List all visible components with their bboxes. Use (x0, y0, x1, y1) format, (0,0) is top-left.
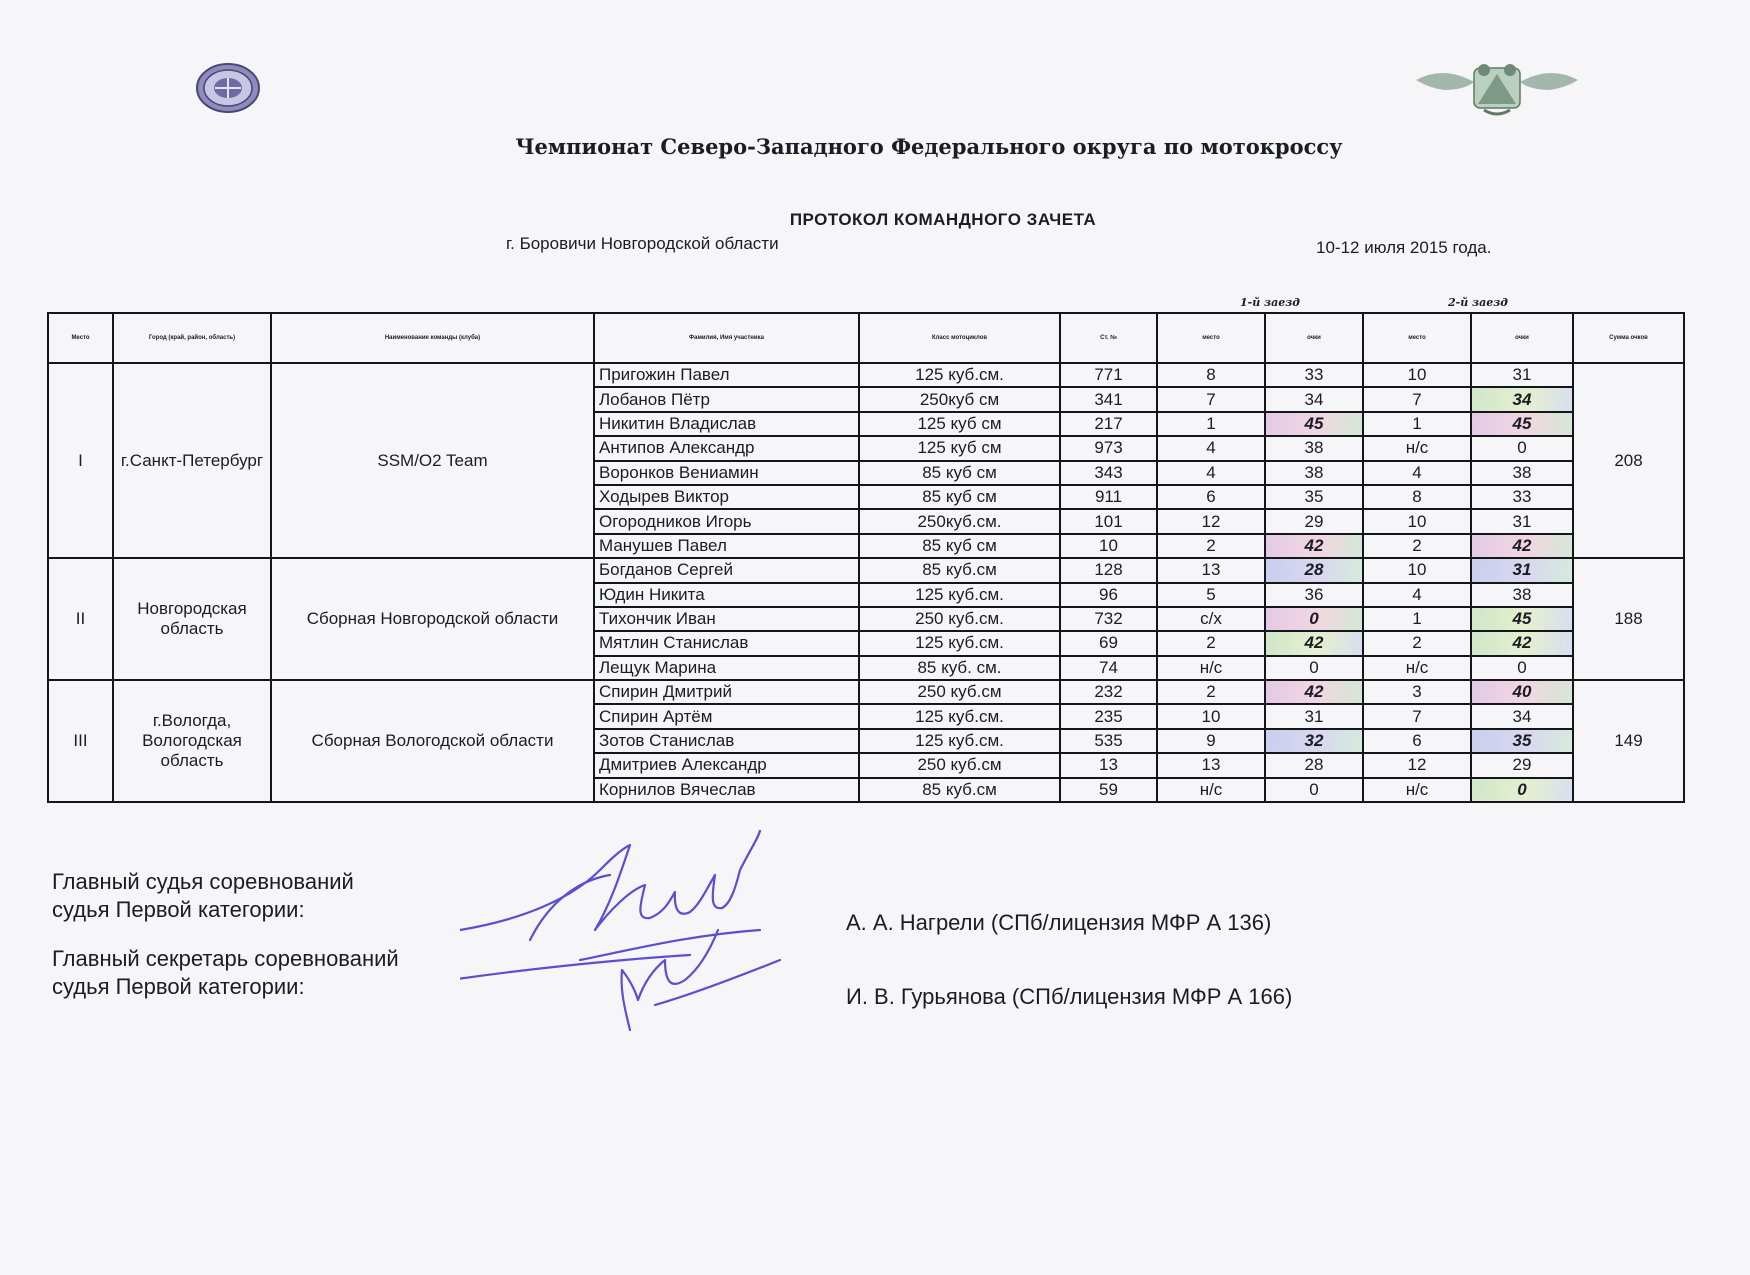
heat1-points-cell: 29 (1265, 509, 1363, 533)
heat2-place-cell: 8 (1363, 485, 1471, 509)
heat2-place-cell: 7 (1363, 704, 1471, 728)
heat1-points-cell: 0 (1265, 607, 1363, 631)
rider-name-cell: Антипов Александр (594, 436, 859, 460)
chief-secretary-label: Главный секретарь соревнований судья Первой категории: (52, 946, 399, 999)
team-name-cell: Сборная Новгородской области (271, 558, 594, 680)
heat2-place-cell: 12 (1363, 753, 1471, 777)
event-date: 10-12 июля 2015 года. (1316, 238, 1492, 257)
class-cell: 125 куб см (859, 412, 1060, 436)
heat2-points-cell: 31 (1471, 558, 1573, 582)
class-cell: 125 куб.см. (859, 631, 1060, 655)
double-headed-eagle-emblem (1414, 60, 1580, 120)
col-team: Наименование команды (клуба) (271, 313, 594, 363)
col-heat1-place: место (1157, 313, 1265, 363)
heat2-place-cell: н/с (1363, 656, 1471, 680)
class-cell: 125 куб.см. (859, 704, 1060, 728)
class-cell: 250куб.см. (859, 509, 1060, 533)
heat1-place-cell: 4 (1157, 461, 1265, 485)
team-name-cell: SSM/O2 Team (271, 363, 594, 558)
start-number-cell: 732 (1060, 607, 1157, 631)
table-row (48, 363, 1684, 387)
rider-name-cell: Тихончик Иван (594, 607, 859, 631)
heat2-place-cell: 2 (1363, 534, 1471, 558)
heat2-points-cell: 34 (1471, 704, 1573, 728)
heat1-place-cell: с/х (1157, 607, 1265, 631)
team-place-cell: III (48, 680, 113, 802)
rider-name-cell: Спирин Артём (594, 704, 859, 728)
start-number-cell: 771 (1060, 363, 1157, 387)
class-cell: 85 куб.см (859, 558, 1060, 582)
class-cell: 125 куб см (859, 436, 1060, 460)
championship-title: Чемпионат Северо-Западного Федерального округа по мотокроссу (515, 134, 1343, 159)
heat1-place-cell: н/с (1157, 656, 1265, 680)
class-cell: 250 куб.см. (859, 607, 1060, 631)
start-number-cell: 128 (1060, 558, 1157, 582)
heat1-place-cell: н/с (1157, 778, 1265, 802)
heat1-points-cell: 33 (1265, 363, 1363, 387)
rider-name-cell: Спирин Дмитрий (594, 680, 859, 704)
start-number-cell: 973 (1060, 436, 1157, 460)
col-heat1-points: очки (1265, 313, 1363, 363)
start-number-cell: 343 (1060, 461, 1157, 485)
heat1-place-cell: 1 (1157, 412, 1265, 436)
heat1-points-cell: 34 (1265, 387, 1363, 411)
heat1-points-cell: 38 (1265, 461, 1363, 485)
heat2-place-cell: 2 (1363, 631, 1471, 655)
rider-name-cell: Лещук Марина (594, 656, 859, 680)
heat-1-label: 1-й заезд (1240, 296, 1300, 309)
chief-judge-label: Главный судья соревнований судья Первой категории: (52, 869, 354, 922)
rider-name-cell: Лобанов Пётр (594, 387, 859, 411)
team-city-cell: г.Санкт-Петербург (113, 363, 271, 558)
start-number-cell: 59 (1060, 778, 1157, 802)
heat2-points-cell: 31 (1471, 509, 1573, 533)
heat2-points-cell: 35 (1471, 729, 1573, 753)
protocol-title: ПРОТОКОЛ КОМАНДНОГО ЗАЧЕТА (789, 210, 1097, 229)
event-place: г. Боровичи Новгородской области (506, 234, 779, 253)
heat1-points-cell: 31 (1265, 704, 1363, 728)
heat1-points-cell: 36 (1265, 583, 1363, 607)
class-cell: 125 куб.см. (859, 363, 1060, 387)
heat2-points-cell: 0 (1471, 778, 1573, 802)
start-number-cell: 74 (1060, 656, 1157, 680)
col-total: Сумма очков (1573, 313, 1684, 363)
heat2-place-cell: 10 (1363, 558, 1471, 582)
class-cell: 250 куб.см (859, 753, 1060, 777)
start-number-cell: 911 (1060, 485, 1157, 509)
col-heat2-place: место (1363, 313, 1471, 363)
heat1-points-cell: 0 (1265, 778, 1363, 802)
class-cell: 85 куб. см. (859, 656, 1060, 680)
heat2-place-cell: 4 (1363, 583, 1471, 607)
col-heat2-points: очки (1471, 313, 1573, 363)
rider-name-cell: Пригожин Павел (594, 363, 859, 387)
heat-2-label: 2-й заезд (1448, 296, 1508, 309)
heat1-points-cell: 38 (1265, 436, 1363, 460)
team-name-cell: Сборная Вологодской области (271, 680, 594, 802)
heat2-place-cell: 10 (1363, 363, 1471, 387)
heat2-place-cell: н/с (1363, 778, 1471, 802)
team-total-cell: 208 (1573, 363, 1684, 558)
col-class: Класс мотоциклов (859, 313, 1060, 363)
heat2-points-cell: 33 (1471, 485, 1573, 509)
rider-name-cell: Огородников Игорь (594, 509, 859, 533)
heat2-place-cell: 6 (1363, 729, 1471, 753)
team-total-cell: 188 (1573, 558, 1684, 680)
team-place-cell: I (48, 363, 113, 558)
motorsport-federation-emblem (195, 62, 261, 114)
start-number-cell: 341 (1060, 387, 1157, 411)
rider-name-cell: Мятлин Станислав (594, 631, 859, 655)
handwritten-signatures (460, 830, 800, 1040)
start-number-cell: 10 (1060, 534, 1157, 558)
heat1-place-cell: 7 (1157, 387, 1265, 411)
heat1-points-cell: 42 (1265, 680, 1363, 704)
team-city-cell: г.Вологда, Вологодская область (113, 680, 271, 802)
start-number-cell: 13 (1060, 753, 1157, 777)
heat2-points-cell: 0 (1471, 436, 1573, 460)
table-header-row (48, 313, 1684, 363)
heat1-place-cell: 9 (1157, 729, 1265, 753)
start-number-cell: 217 (1060, 412, 1157, 436)
heat2-points-cell: 0 (1471, 656, 1573, 680)
rider-name-cell: Корнилов Вячеслав (594, 778, 859, 802)
start-number-cell: 535 (1060, 729, 1157, 753)
heat2-place-cell: 1 (1363, 412, 1471, 436)
chief-judge-name: А. А. Нагрели (СПб/лицензия МФР А 136) (846, 910, 1272, 935)
chief-secretary-name: И. В. Гурьянова (СПб/лицензия МФР А 166) (846, 984, 1293, 1009)
heat1-points-cell: 45 (1265, 412, 1363, 436)
heat2-place-cell: 10 (1363, 509, 1471, 533)
class-cell: 85 куб см (859, 485, 1060, 509)
heat2-place-cell: 1 (1363, 607, 1471, 631)
heat2-points-cell: 42 (1471, 534, 1573, 558)
heat2-points-cell: 45 (1471, 607, 1573, 631)
heat2-place-cell: 4 (1363, 461, 1471, 485)
col-place: Место (48, 313, 113, 363)
class-cell: 125 куб.см. (859, 583, 1060, 607)
heat2-points-cell: 38 (1471, 461, 1573, 485)
rider-name-cell: Никитин Владислав (594, 412, 859, 436)
heat2-points-cell: 29 (1471, 753, 1573, 777)
heat2-points-cell: 42 (1471, 631, 1573, 655)
team-total-cell: 149 (1573, 680, 1684, 802)
heat1-place-cell: 2 (1157, 680, 1265, 704)
table-row (48, 680, 1684, 704)
rider-name-cell: Ходырев Виктор (594, 485, 859, 509)
start-number-cell: 69 (1060, 631, 1157, 655)
heat1-points-cell: 42 (1265, 534, 1363, 558)
heat1-place-cell: 12 (1157, 509, 1265, 533)
heat2-points-cell: 31 (1471, 363, 1573, 387)
class-cell: 85 куб см (859, 461, 1060, 485)
rider-name-cell: Богданов Сергей (594, 558, 859, 582)
heat1-points-cell: 32 (1265, 729, 1363, 753)
table-row (48, 558, 1684, 582)
heat1-place-cell: 8 (1157, 363, 1265, 387)
heat2-place-cell: 3 (1363, 680, 1471, 704)
heat1-points-cell: 28 (1265, 753, 1363, 777)
start-number-cell: 96 (1060, 583, 1157, 607)
class-cell: 250 куб.см (859, 680, 1060, 704)
heat1-points-cell: 42 (1265, 631, 1363, 655)
rider-name-cell: Юдин Никита (594, 583, 859, 607)
start-number-cell: 232 (1060, 680, 1157, 704)
team-results-table (47, 312, 1685, 803)
team-place-cell: II (48, 558, 113, 680)
heat1-points-cell: 0 (1265, 656, 1363, 680)
heat1-place-cell: 10 (1157, 704, 1265, 728)
heat2-points-cell: 45 (1471, 412, 1573, 436)
heat1-place-cell: 4 (1157, 436, 1265, 460)
start-number-cell: 235 (1060, 704, 1157, 728)
class-cell: 250куб см (859, 387, 1060, 411)
heat1-place-cell: 2 (1157, 631, 1265, 655)
heat2-points-cell: 34 (1471, 387, 1573, 411)
col-city: Город (край, район, область) (113, 313, 271, 363)
heat1-place-cell: 6 (1157, 485, 1265, 509)
team-city-cell: Новгородская область (113, 558, 271, 680)
heat2-points-cell: 40 (1471, 680, 1573, 704)
col-number: Ст. № (1060, 313, 1157, 363)
class-cell: 85 куб см (859, 534, 1060, 558)
heat1-place-cell: 13 (1157, 558, 1265, 582)
rider-name-cell: Зотов Станислав (594, 729, 859, 753)
heat2-place-cell: н/с (1363, 436, 1471, 460)
heat2-points-cell: 38 (1471, 583, 1573, 607)
col-rider: Фамилия, Имя участника (594, 313, 859, 363)
heat1-place-cell: 13 (1157, 753, 1265, 777)
heat1-points-cell: 35 (1265, 485, 1363, 509)
rider-name-cell: Воронков Вениамин (594, 461, 859, 485)
heat1-points-cell: 28 (1265, 558, 1363, 582)
heat1-place-cell: 5 (1157, 583, 1265, 607)
class-cell: 125 куб.см. (859, 729, 1060, 753)
rider-name-cell: Манушев Павел (594, 534, 859, 558)
heat2-place-cell: 7 (1363, 387, 1471, 411)
rider-name-cell: Дмитриев Александр (594, 753, 859, 777)
heat1-place-cell: 2 (1157, 534, 1265, 558)
class-cell: 85 куб.см (859, 778, 1060, 802)
start-number-cell: 101 (1060, 509, 1157, 533)
